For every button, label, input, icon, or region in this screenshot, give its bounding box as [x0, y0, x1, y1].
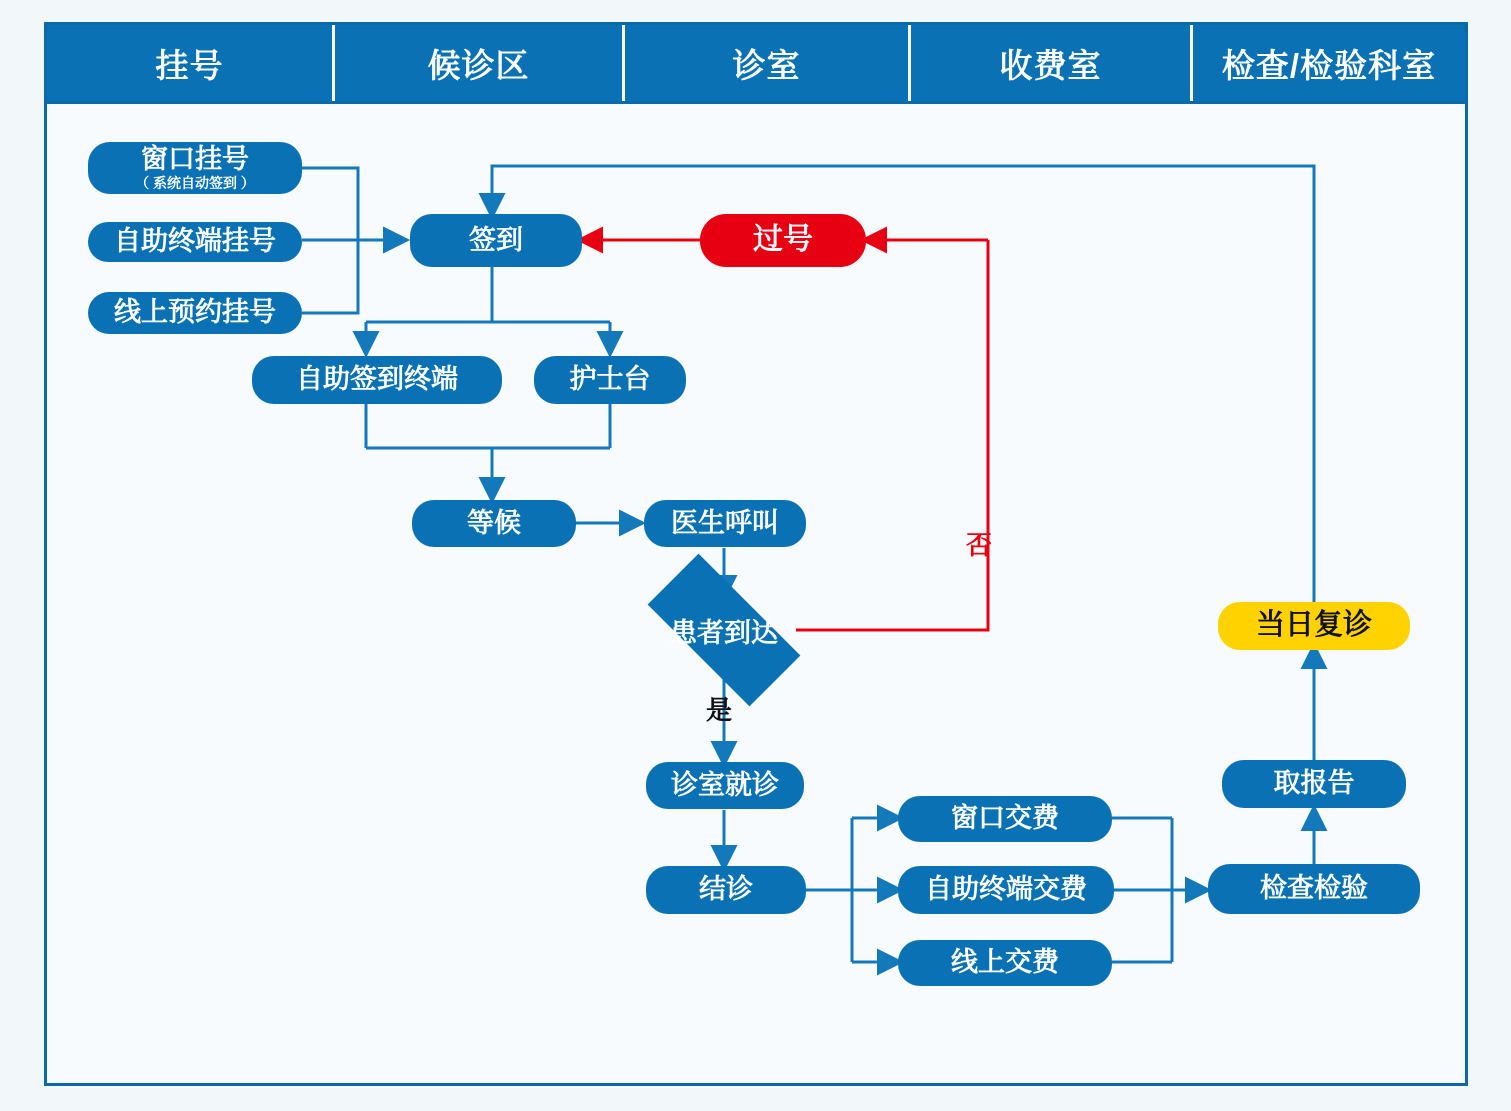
node-consult-room[interactable] [646, 762, 804, 809]
node-missed-number[interactable] [700, 214, 866, 267]
node-label: 过号 [753, 223, 813, 257]
node-window-register[interactable] [88, 142, 302, 194]
node-label: 医生呼叫 [671, 507, 779, 538]
node-label: 自助终端挂号 [114, 226, 276, 257]
lane-header-exam [1193, 25, 1465, 101]
node-label: 窗口交费 [951, 803, 1059, 834]
node-label: 结诊 [699, 874, 753, 905]
node-online-payment[interactable] [898, 940, 1112, 986]
node-exam-test[interactable] [1208, 864, 1420, 914]
node-waiting[interactable] [412, 500, 576, 547]
lane-label: 收费室 [999, 46, 1102, 84]
node-nurse-station[interactable] [534, 356, 686, 404]
node-checkin[interactable] [410, 214, 582, 267]
node-window-payment[interactable] [898, 796, 1112, 842]
node-patient-arrived-decision[interactable] [652, 594, 796, 666]
node-label: 自助终端交费 [925, 874, 1087, 905]
node-end-consult[interactable] [646, 866, 806, 914]
node-label: 取报告 [1273, 768, 1355, 799]
swimlane-header [44, 22, 1468, 104]
lane-label: 诊室 [732, 46, 801, 84]
node-label: 等候 [467, 507, 521, 538]
node-label: 诊室就诊 [671, 769, 779, 800]
node-self-checkin-terminal[interactable] [252, 356, 502, 404]
node-get-report[interactable] [1222, 760, 1406, 808]
lane-label: 检查/检验科室 [1221, 46, 1437, 84]
node-kiosk-register[interactable] [88, 222, 302, 262]
edge-label-yes: 是 [706, 695, 733, 725]
node-label: 护士台 [569, 364, 651, 395]
node-label: 线上预约挂号 [114, 297, 276, 328]
node-label: 窗口挂号 [141, 144, 249, 175]
lane-header-clinic [625, 25, 911, 101]
lane-header-waiting [335, 25, 625, 101]
node-label: 患者到达 [670, 617, 778, 648]
node-label: 检查检验 [1260, 873, 1368, 904]
node-label: 当日复诊 [1255, 609, 1372, 642]
lane-header-register [47, 25, 335, 101]
node-same-day-revisit[interactable] [1218, 602, 1410, 650]
node-online-register[interactable] [88, 292, 302, 334]
node-label: 线上交费 [951, 947, 1059, 978]
node-doctor-call[interactable] [644, 500, 806, 547]
lane-label: 候诊区 [427, 46, 530, 84]
lane-header-cashier [911, 25, 1193, 101]
node-label: 签到 [469, 224, 523, 255]
lane-label: 挂号 [155, 46, 224, 84]
node-label: 自助签到终端 [296, 364, 458, 395]
edge-label-no: 否 [966, 530, 993, 560]
node-kiosk-payment[interactable] [898, 866, 1114, 914]
node-sublabel: （ 系统自动签到 ） [135, 174, 255, 191]
